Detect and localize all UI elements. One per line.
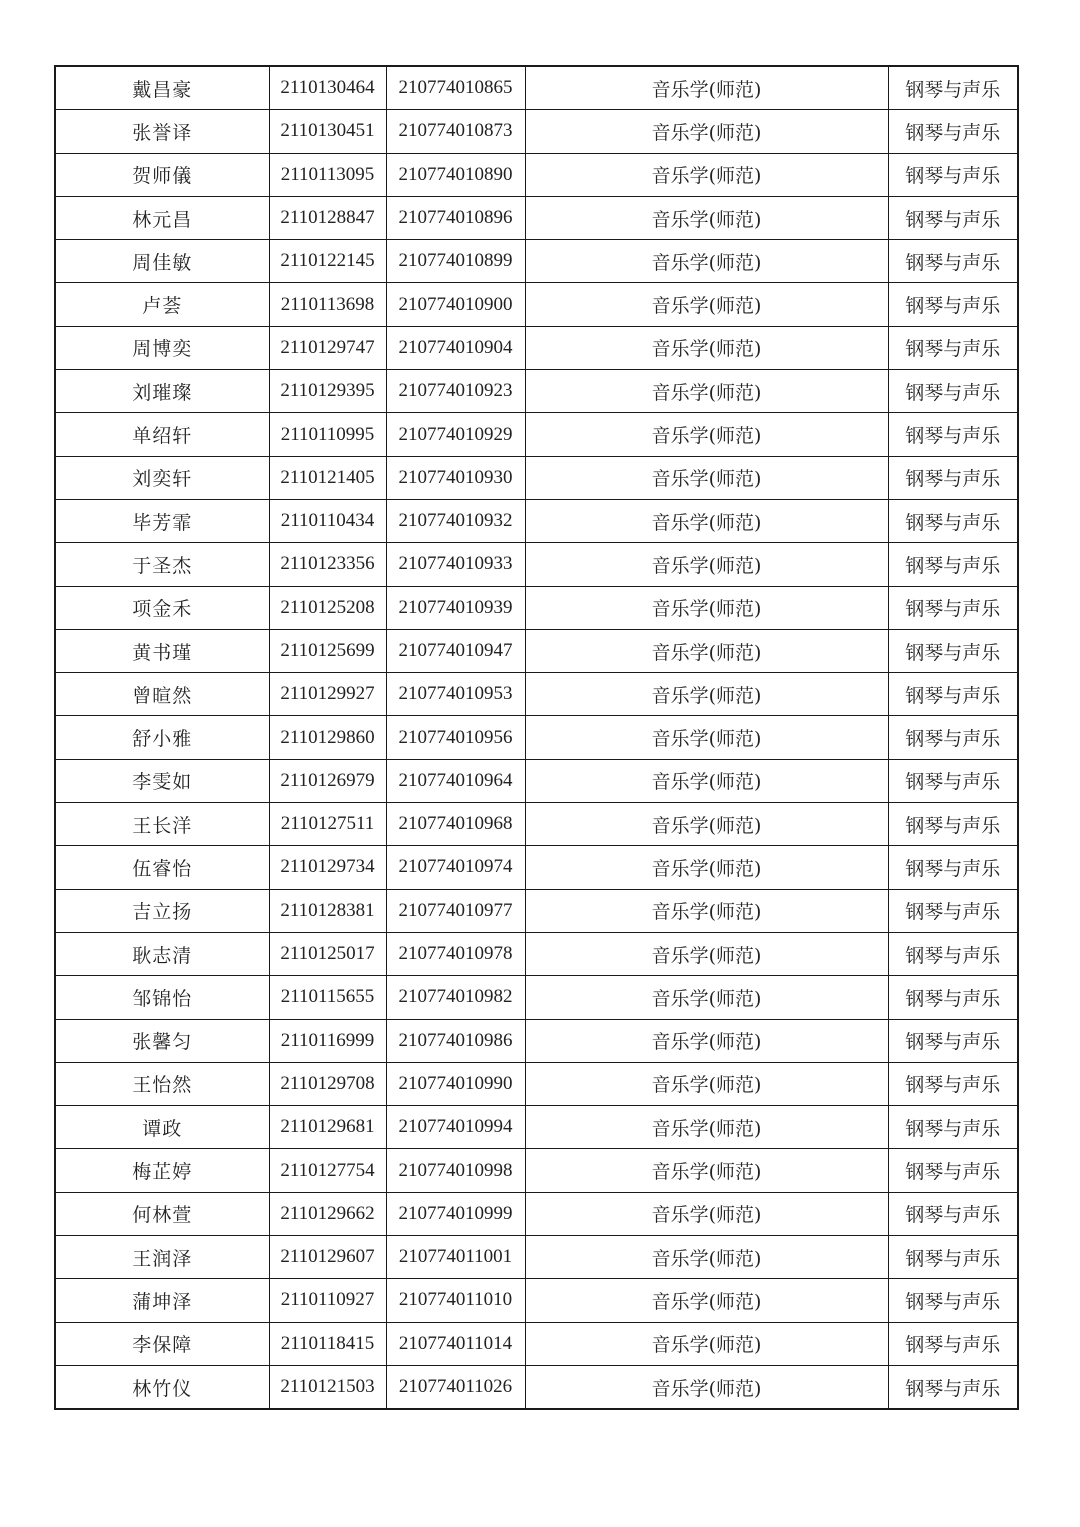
candidate-number-cell: 210774011001	[386, 1236, 525, 1279]
candidate-number-cell: 210774010923	[386, 370, 525, 413]
table-row	[55, 456, 1018, 499]
exam-id-cell: 2110129734	[269, 846, 386, 889]
table-row	[55, 1062, 1018, 1105]
roster-body	[55, 66, 1018, 1409]
candidate-number-cell: 210774010873	[386, 110, 525, 153]
direction-cell: 钢琴与声乐	[888, 716, 1018, 759]
major-cell: 音乐学(师范)	[525, 1322, 888, 1365]
major-cell: 音乐学(师范)	[525, 846, 888, 889]
table-row	[55, 1365, 1018, 1409]
table-row	[55, 1322, 1018, 1365]
candidate-number-cell: 210774010974	[386, 846, 525, 889]
direction-cell: 钢琴与声乐	[888, 889, 1018, 932]
table-row	[55, 240, 1018, 283]
exam-id-cell: 2110113095	[269, 153, 386, 196]
major-cell: 音乐学(师范)	[525, 976, 888, 1019]
student-name-cell: 舒小雅	[55, 716, 269, 759]
table-row	[55, 759, 1018, 802]
exam-id-cell: 2110110434	[269, 499, 386, 542]
exam-id-cell: 2110126979	[269, 759, 386, 802]
major-cell: 音乐学(师范)	[525, 1236, 888, 1279]
exam-id-cell: 2110121405	[269, 456, 386, 499]
student-name-cell: 王润泽	[55, 1236, 269, 1279]
exam-id-cell: 2110125017	[269, 932, 386, 975]
direction-cell: 钢琴与声乐	[888, 759, 1018, 802]
table-row	[55, 889, 1018, 932]
student-name-cell: 李雯如	[55, 759, 269, 802]
exam-id-cell: 2110122145	[269, 240, 386, 283]
major-cell: 音乐学(师范)	[525, 586, 888, 629]
student-name-cell: 刘璀璨	[55, 370, 269, 413]
major-cell: 音乐学(师范)	[525, 1106, 888, 1149]
exam-id-cell: 2110130464	[269, 66, 386, 110]
direction-cell: 钢琴与声乐	[888, 153, 1018, 196]
exam-id-cell: 2110129395	[269, 370, 386, 413]
candidate-number-cell: 210774010994	[386, 1106, 525, 1149]
table-row	[55, 66, 1018, 110]
direction-cell: 钢琴与声乐	[888, 1149, 1018, 1192]
candidate-number-cell: 210774010956	[386, 716, 525, 759]
major-cell: 音乐学(师范)	[525, 1365, 888, 1409]
direction-cell: 钢琴与声乐	[888, 629, 1018, 672]
candidate-number-cell: 210774010986	[386, 1019, 525, 1062]
table-row	[55, 543, 1018, 586]
exam-id-cell: 2110110927	[269, 1279, 386, 1322]
exam-id-cell: 2110125699	[269, 629, 386, 672]
table-row	[55, 932, 1018, 975]
table-row	[55, 1106, 1018, 1149]
major-cell: 音乐学(师范)	[525, 803, 888, 846]
candidate-number-cell: 210774010982	[386, 976, 525, 1019]
exam-id-cell: 2110110995	[269, 413, 386, 456]
direction-cell: 钢琴与声乐	[888, 1365, 1018, 1409]
exam-id-cell: 2110127511	[269, 803, 386, 846]
direction-cell: 钢琴与声乐	[888, 673, 1018, 716]
student-name-cell: 吉立扬	[55, 889, 269, 932]
candidate-number-cell: 210774010953	[386, 673, 525, 716]
major-cell: 音乐学(师范)	[525, 326, 888, 369]
candidate-number-cell: 210774010929	[386, 413, 525, 456]
major-cell: 音乐学(师范)	[525, 66, 888, 110]
candidate-number-cell: 210774011026	[386, 1365, 525, 1409]
table-row	[55, 629, 1018, 672]
candidate-number-cell: 210774010900	[386, 283, 525, 326]
exam-id-cell: 2110129860	[269, 716, 386, 759]
candidate-number-cell: 210774010999	[386, 1192, 525, 1235]
student-name-cell: 曾暄然	[55, 673, 269, 716]
student-name-cell: 刘奕轩	[55, 456, 269, 499]
table-row	[55, 370, 1018, 413]
major-cell: 音乐学(师范)	[525, 543, 888, 586]
major-cell: 音乐学(师范)	[525, 110, 888, 153]
table-row	[55, 1279, 1018, 1322]
student-name-cell: 戴昌豪	[55, 66, 269, 110]
direction-cell: 钢琴与声乐	[888, 1192, 1018, 1235]
direction-cell: 钢琴与声乐	[888, 1019, 1018, 1062]
direction-cell: 钢琴与声乐	[888, 370, 1018, 413]
major-cell: 音乐学(师范)	[525, 889, 888, 932]
candidate-number-cell: 210774010932	[386, 499, 525, 542]
student-name-cell: 梅芷婷	[55, 1149, 269, 1192]
student-name-cell: 单绍轩	[55, 413, 269, 456]
major-cell: 音乐学(师范)	[525, 1149, 888, 1192]
direction-cell: 钢琴与声乐	[888, 240, 1018, 283]
major-cell: 音乐学(师范)	[525, 1062, 888, 1105]
major-cell: 音乐学(师范)	[525, 413, 888, 456]
candidate-number-cell: 210774010977	[386, 889, 525, 932]
exam-id-cell: 2110128381	[269, 889, 386, 932]
table-row	[55, 413, 1018, 456]
document-page	[54, 65, 1017, 1410]
student-name-cell: 谭政	[55, 1106, 269, 1149]
admission-roster-table	[54, 65, 1019, 1410]
direction-cell: 钢琴与声乐	[888, 1236, 1018, 1279]
major-cell: 音乐学(师范)	[525, 1279, 888, 1322]
direction-cell: 钢琴与声乐	[888, 932, 1018, 975]
student-name-cell: 周博奕	[55, 326, 269, 369]
student-name-cell: 卢荟	[55, 283, 269, 326]
exam-id-cell: 2110129747	[269, 326, 386, 369]
exam-id-cell: 2110129927	[269, 673, 386, 716]
major-cell: 音乐学(师范)	[525, 370, 888, 413]
direction-cell: 钢琴与声乐	[888, 456, 1018, 499]
major-cell: 音乐学(师范)	[525, 673, 888, 716]
major-cell: 音乐学(师范)	[525, 1019, 888, 1062]
candidate-number-cell: 210774010930	[386, 456, 525, 499]
direction-cell: 钢琴与声乐	[888, 283, 1018, 326]
table-row	[55, 499, 1018, 542]
table-row	[55, 586, 1018, 629]
student-name-cell: 王怡然	[55, 1062, 269, 1105]
student-name-cell: 林竹仪	[55, 1365, 269, 1409]
exam-id-cell: 2110118415	[269, 1322, 386, 1365]
direction-cell: 钢琴与声乐	[888, 196, 1018, 239]
table-row	[55, 1236, 1018, 1279]
table-row	[55, 976, 1018, 1019]
exam-id-cell: 2110128847	[269, 196, 386, 239]
exam-id-cell: 2110113698	[269, 283, 386, 326]
student-name-cell: 张馨匀	[55, 1019, 269, 1062]
exam-id-cell: 2110129662	[269, 1192, 386, 1235]
student-name-cell: 邹锦怡	[55, 976, 269, 1019]
student-name-cell: 王长洋	[55, 803, 269, 846]
candidate-number-cell: 210774011010	[386, 1279, 525, 1322]
major-cell: 音乐学(师范)	[525, 153, 888, 196]
exam-id-cell: 2110121503	[269, 1365, 386, 1409]
candidate-number-cell: 210774010890	[386, 153, 525, 196]
direction-cell: 钢琴与声乐	[888, 1322, 1018, 1365]
candidate-number-cell: 210774010964	[386, 759, 525, 802]
student-name-cell: 毕芳霏	[55, 499, 269, 542]
table-row	[55, 803, 1018, 846]
table-row	[55, 1019, 1018, 1062]
candidate-number-cell: 210774010896	[386, 196, 525, 239]
candidate-number-cell: 210774010899	[386, 240, 525, 283]
student-name-cell: 于圣杰	[55, 543, 269, 586]
student-name-cell: 贺师儀	[55, 153, 269, 196]
direction-cell: 钢琴与声乐	[888, 846, 1018, 889]
direction-cell: 钢琴与声乐	[888, 326, 1018, 369]
exam-id-cell: 2110127754	[269, 1149, 386, 1192]
candidate-number-cell: 210774010998	[386, 1149, 525, 1192]
student-name-cell: 周佳敏	[55, 240, 269, 283]
exam-id-cell: 2110125208	[269, 586, 386, 629]
exam-id-cell: 2110129681	[269, 1106, 386, 1149]
table-row	[55, 110, 1018, 153]
student-name-cell: 蒲坤泽	[55, 1279, 269, 1322]
candidate-number-cell: 210774010865	[386, 66, 525, 110]
candidate-number-cell: 210774010968	[386, 803, 525, 846]
exam-id-cell: 2110129708	[269, 1062, 386, 1105]
candidate-number-cell: 210774010990	[386, 1062, 525, 1105]
student-name-cell: 李保障	[55, 1322, 269, 1365]
candidate-number-cell: 210774010939	[386, 586, 525, 629]
direction-cell: 钢琴与声乐	[888, 1279, 1018, 1322]
table-row	[55, 283, 1018, 326]
direction-cell: 钢琴与声乐	[888, 66, 1018, 110]
student-name-cell: 黄书瑾	[55, 629, 269, 672]
candidate-number-cell: 210774010947	[386, 629, 525, 672]
student-name-cell: 项金禾	[55, 586, 269, 629]
student-name-cell: 耿志清	[55, 932, 269, 975]
candidate-number-cell: 210774010904	[386, 326, 525, 369]
major-cell: 音乐学(师范)	[525, 1192, 888, 1235]
exam-id-cell: 2110130451	[269, 110, 386, 153]
student-name-cell: 林元昌	[55, 196, 269, 239]
direction-cell: 钢琴与声乐	[888, 586, 1018, 629]
table-row	[55, 196, 1018, 239]
student-name-cell: 张誉译	[55, 110, 269, 153]
major-cell: 音乐学(师范)	[525, 629, 888, 672]
student-name-cell: 伍睿怡	[55, 846, 269, 889]
student-name-cell: 何林萱	[55, 1192, 269, 1235]
major-cell: 音乐学(师范)	[525, 240, 888, 283]
table-row	[55, 1149, 1018, 1192]
exam-id-cell: 2110116999	[269, 1019, 386, 1062]
major-cell: 音乐学(师范)	[525, 499, 888, 542]
exam-id-cell: 2110129607	[269, 1236, 386, 1279]
direction-cell: 钢琴与声乐	[888, 976, 1018, 1019]
exam-id-cell: 2110123356	[269, 543, 386, 586]
direction-cell: 钢琴与声乐	[888, 413, 1018, 456]
candidate-number-cell: 210774010978	[386, 932, 525, 975]
direction-cell: 钢琴与声乐	[888, 543, 1018, 586]
table-row	[55, 673, 1018, 716]
major-cell: 音乐学(师范)	[525, 283, 888, 326]
direction-cell: 钢琴与声乐	[888, 1106, 1018, 1149]
candidate-number-cell: 210774011014	[386, 1322, 525, 1365]
candidate-number-cell: 210774010933	[386, 543, 525, 586]
table-row	[55, 1192, 1018, 1235]
major-cell: 音乐学(师范)	[525, 932, 888, 975]
direction-cell: 钢琴与声乐	[888, 1062, 1018, 1105]
major-cell: 音乐学(师范)	[525, 196, 888, 239]
major-cell: 音乐学(师范)	[525, 716, 888, 759]
direction-cell: 钢琴与声乐	[888, 803, 1018, 846]
direction-cell: 钢琴与声乐	[888, 499, 1018, 542]
table-row	[55, 846, 1018, 889]
major-cell: 音乐学(师范)	[525, 759, 888, 802]
table-row	[55, 153, 1018, 196]
table-row	[55, 326, 1018, 369]
direction-cell: 钢琴与声乐	[888, 110, 1018, 153]
exam-id-cell: 2110115655	[269, 976, 386, 1019]
table-row	[55, 716, 1018, 759]
major-cell: 音乐学(师范)	[525, 456, 888, 499]
